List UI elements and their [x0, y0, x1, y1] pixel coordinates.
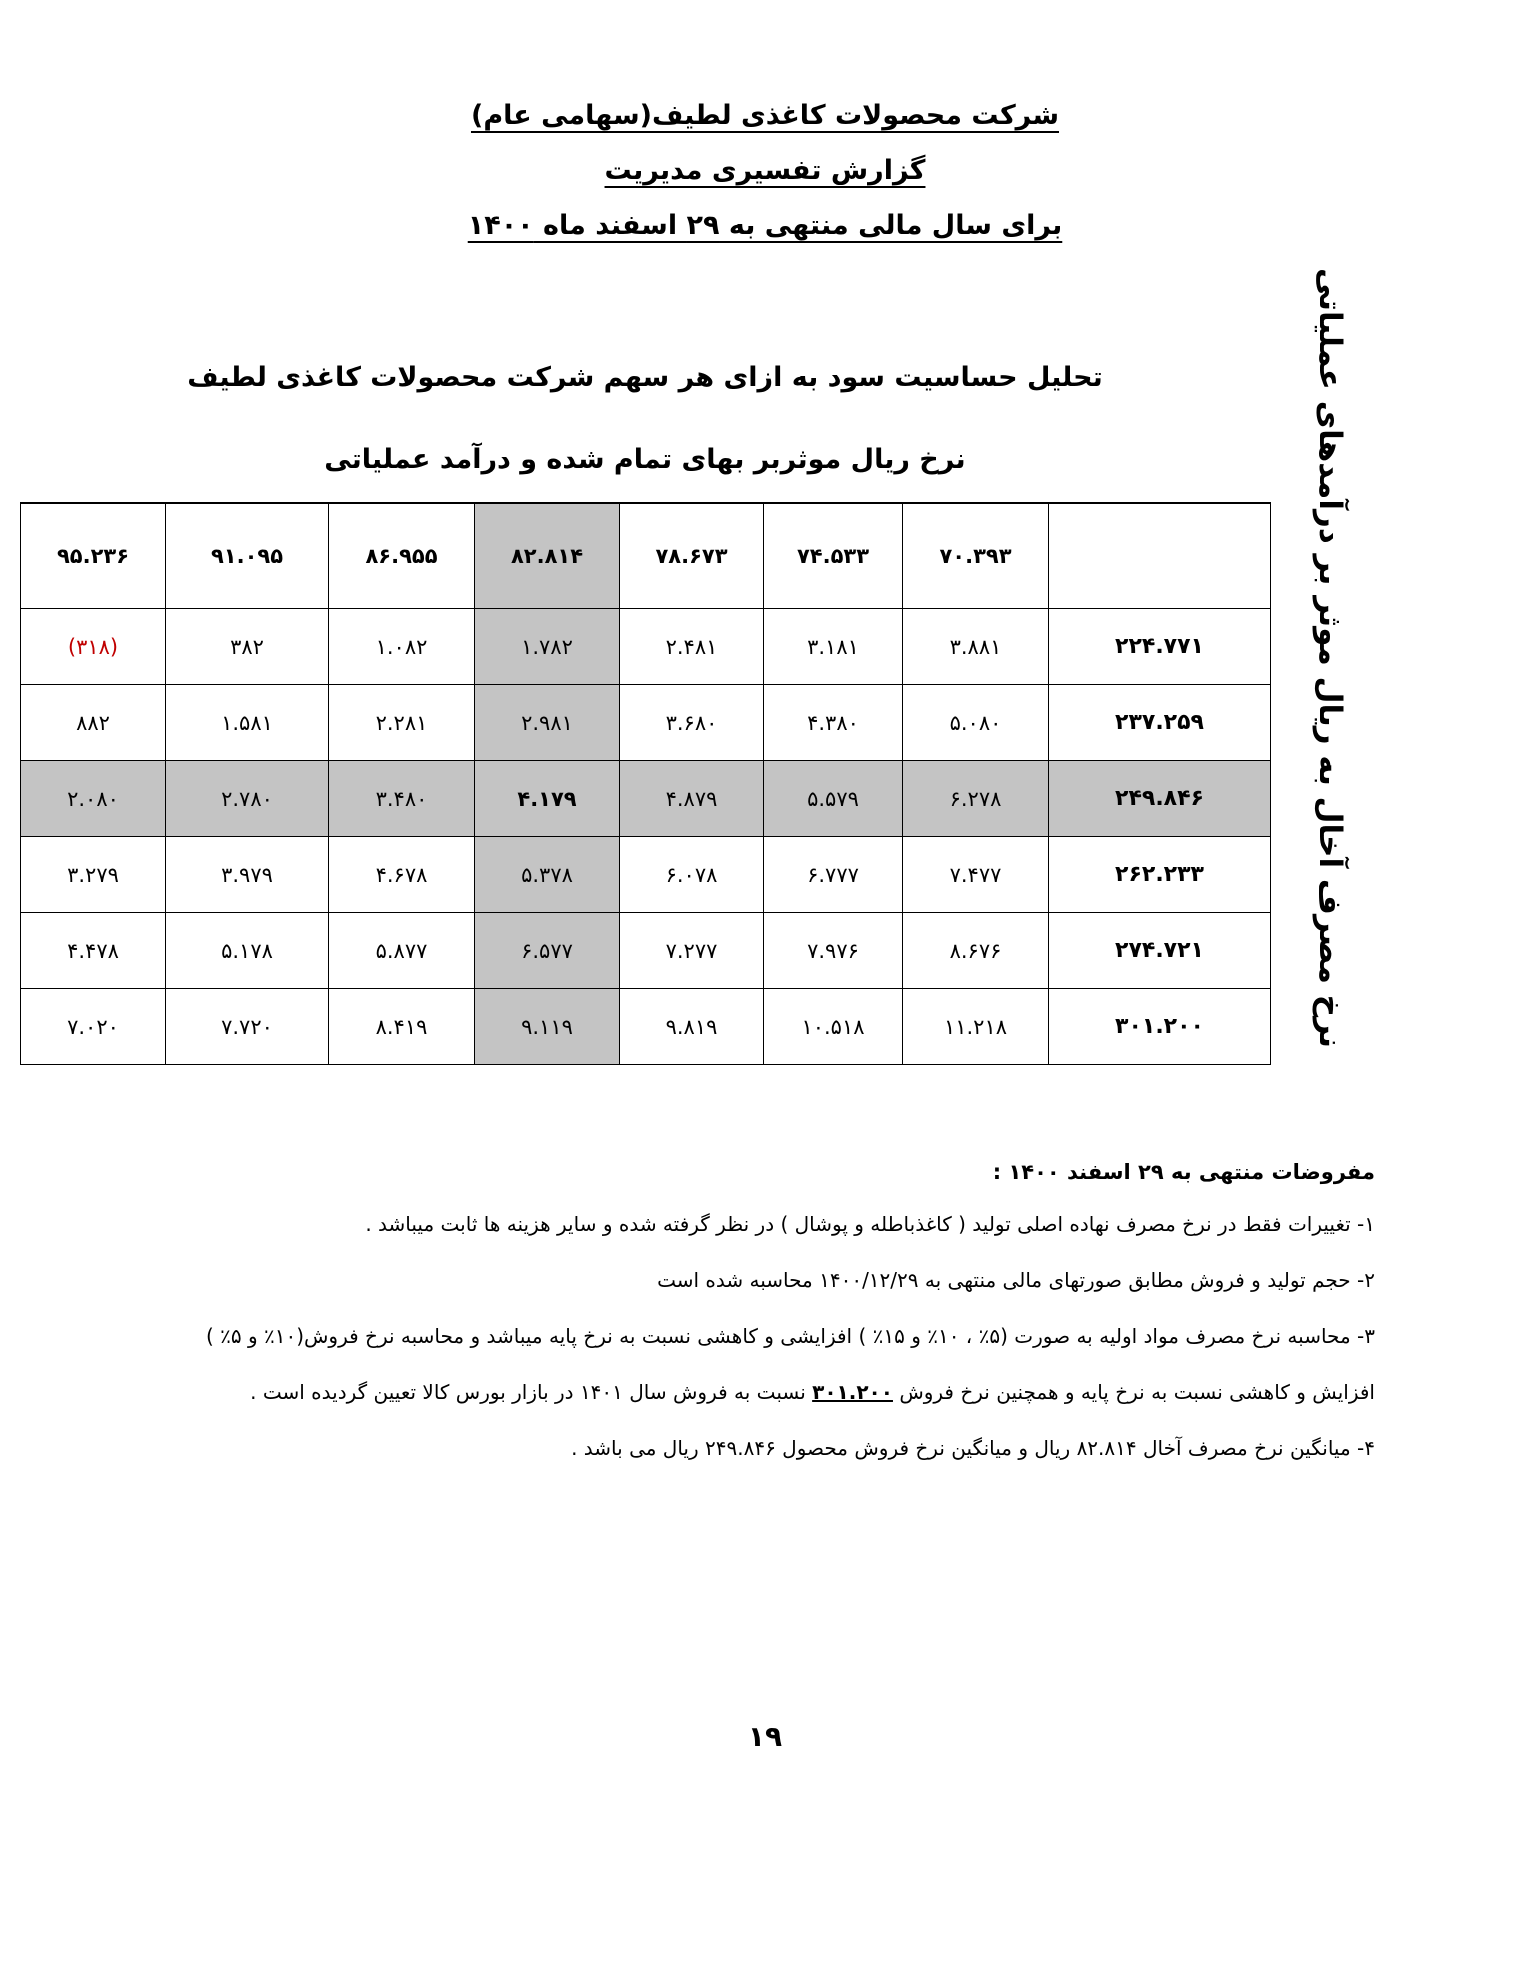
table-cell: ۴.۶۷۸ — [329, 837, 475, 913]
header-row — [21, 503, 1271, 609]
period-title: برای سال مالی منتهی به ۲۹ اسفند ماه ۱۴۰۰ — [467, 210, 1063, 241]
column-header: ۷۰.۳۹۳ — [903, 503, 1049, 609]
assumptions-title: مفروضات منتهی به ۲۹ اسفند ۱۴۰۰ : — [992, 1160, 1375, 1184]
table-cell: ۳.۸۸۱ — [903, 609, 1049, 685]
sensitivity-table — [20, 502, 1271, 1065]
table-row — [21, 913, 1271, 989]
table-cell: ۴.۸۷۹ — [620, 761, 764, 837]
table-cell: ۷.۰۲۰ — [21, 989, 166, 1065]
table-cell: ۶.۲۷۸ — [903, 761, 1049, 837]
table-cell: ۲.۷۸۰ — [166, 761, 329, 837]
row-header: ۲۲۴.۷۷۱ — [1049, 609, 1271, 685]
row-axis-label: نرخ مصرف آخال به ریال موثر بر درآمدهای عملیاتی — [1312, 267, 1348, 1048]
company-title: شرکت محصولات کاغذی لطیف(سهامی عام) — [470, 100, 1059, 131]
table-cell: (۳۱۸) — [21, 609, 166, 685]
table-cell: ۸.۶۷۶ — [903, 913, 1049, 989]
table-cell: ۴.۳۸۰ — [764, 685, 903, 761]
table-cell: ۳.۶۸۰ — [620, 685, 764, 761]
page-number: ۱۹ — [747, 1720, 783, 1753]
table-cell: ۳۸۲ — [166, 609, 329, 685]
table-cell: ۱۱.۲۱۸ — [903, 989, 1049, 1065]
table-cell: ۳.۴۸۰ — [329, 761, 475, 837]
table-cell: ۳.۹۷۹ — [166, 837, 329, 913]
assumption-line-4 — [60, 1374, 1375, 1410]
assumption-line-2: ۲- حجم تولید و فروش مطابق صورتهای مالی منتهی به ۱۴۰۰/۱۲/۲۹ محاسبه شده است — [657, 1268, 1375, 1292]
table-cell: ۱۰.۵۱۸ — [764, 989, 903, 1065]
table-cell: ۴.۴۷۸ — [21, 913, 166, 989]
row-header: ۲۴۹.۸۴۶ — [1049, 761, 1271, 837]
table-row — [21, 837, 1271, 913]
table-cell: ۷.۹۷۶ — [764, 913, 903, 989]
assumption-line-4-after: نسبت به فروش سال ۱۴۰۱ در بازار بورس کالا تعیین گردیده است . — [250, 1380, 813, 1404]
table-cell: ۵.۵۷۹ — [764, 761, 903, 837]
table-subtitle: نرخ ریال موثربر بهای تمام شده و درآمد عملیاتی — [324, 444, 966, 475]
table-row — [21, 609, 1271, 685]
column-header: ۸۶.۹۵۵ — [329, 503, 475, 609]
column-header: ۸۲.۸۱۴ — [475, 503, 620, 609]
table-row — [21, 761, 1271, 837]
table-cell: ۱.۵۸۱ — [166, 685, 329, 761]
table-cell: ۴.۱۷۹ — [475, 761, 620, 837]
row-header: ۲۶۲.۲۳۳ — [1049, 837, 1271, 913]
table-cell: ۱.۰۸۲ — [329, 609, 475, 685]
table-cell: ۲.۰۸۰ — [21, 761, 166, 837]
column-header: ۷۸.۶۷۳ — [620, 503, 764, 609]
table-title: تحلیل حساسیت سود به ازای هر سهم شرکت محصولات کاغذی لطیف — [187, 362, 1103, 393]
corner-cell — [1049, 503, 1271, 609]
row-header: ۲۳۷.۲۵۹ — [1049, 685, 1271, 761]
table-cell: ۷.۴۷۷ — [903, 837, 1049, 913]
table-cell: ۲.۹۸۱ — [475, 685, 620, 761]
table-cell: ۷.۷۲۰ — [166, 989, 329, 1065]
table-cell: ۸.۴۱۹ — [329, 989, 475, 1065]
table-cell: ۸۸۲ — [21, 685, 166, 761]
column-header: ۹۱.۰۹۵ — [166, 503, 329, 609]
report-title: گزارش تفسیری مدیریت — [604, 155, 926, 186]
table-cell: ۶.۷۷۷ — [764, 837, 903, 913]
assumption-line-5: ۴- میانگین نرخ مصرف آخال ۸۲.۸۱۴ ریال و میانگین نرخ فروش محصول ۲۴۹.۸۴۶ ریال می باشد . — [571, 1436, 1375, 1460]
table-cell: ۵.۳۷۸ — [475, 837, 620, 913]
table-cell: ۲.۴۸۱ — [620, 609, 764, 685]
table-cell: ۷.۲۷۷ — [620, 913, 764, 989]
table-cell: ۶.۵۷۷ — [475, 913, 620, 989]
table-row — [21, 685, 1271, 761]
table-cell: ۲.۲۸۱ — [329, 685, 475, 761]
table-cell: ۳.۲۷۹ — [21, 837, 166, 913]
column-header: ۹۵.۲۳۶ — [21, 503, 166, 609]
table-cell: ۶.۰۷۸ — [620, 837, 764, 913]
assumption-line-3: ۳- محاسبه نرخ مصرف مواد اولیه به صورت (۵٪ ، ۱۰٪ و ۱۵٪ ) افزایشی و کاهشی نسبت به نرخ پایه میباشد و محاسبه نرخ فروش(۱۰٪ و ۵٪ ) — [205, 1324, 1375, 1348]
column-header: ۷۴.۵۳۳ — [764, 503, 903, 609]
table-cell: ۵.۰۸۰ — [903, 685, 1049, 761]
row-header: ۳۰۱.۲۰۰ — [1049, 989, 1271, 1065]
table-cell: ۹.۸۱۹ — [620, 989, 764, 1065]
row-header: ۲۷۴.۷۲۱ — [1049, 913, 1271, 989]
assumption-line-4-before: افزایش و کاهشی نسبت به نرخ پایه و همچنین نرخ فروش — [892, 1380, 1375, 1404]
base-sale-rate: ۳۰۱.۲۰۰ — [812, 1380, 893, 1404]
table-cell: ۵.۸۷۷ — [329, 913, 475, 989]
assumptions-section — [60, 1160, 1375, 1486]
assumption-line-1: ۱- تغییرات فقط در نرخ مصرف نهاده اصلی تولید ( کاغذباطله و پوشال ) در نظر گرفته شده و سایر هزینه ها ثابت میباشد . — [365, 1212, 1375, 1236]
table-cell: ۱.۷۸۲ — [475, 609, 620, 685]
table-cell: ۹.۱۱۹ — [475, 989, 620, 1065]
table-cell: ۵.۱۷۸ — [166, 913, 329, 989]
table-cell: ۳.۱۸۱ — [764, 609, 903, 685]
table-row — [21, 989, 1271, 1065]
